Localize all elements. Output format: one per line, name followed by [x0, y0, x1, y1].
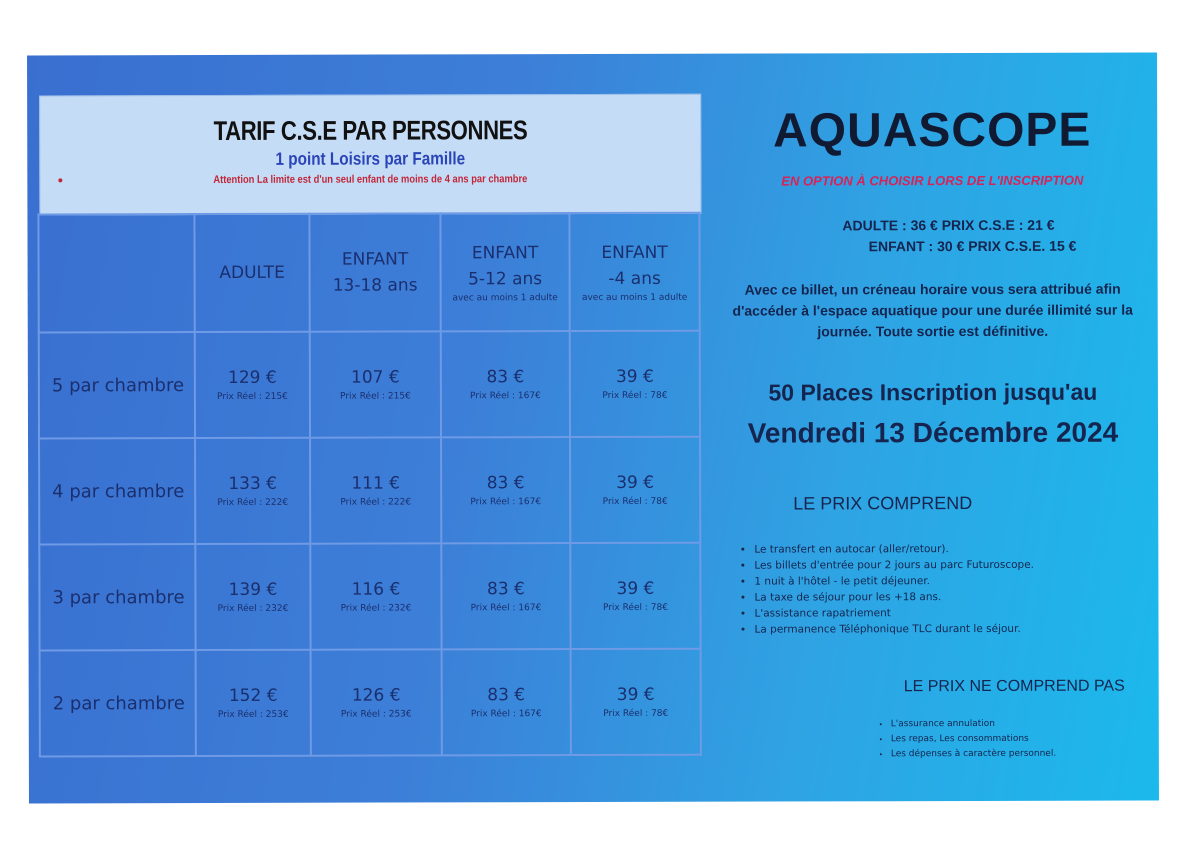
price-cell	[441, 331, 570, 437]
price: 107 €	[350, 367, 400, 388]
real-price: Prix Réel : 78€	[603, 708, 669, 719]
aquascope-panel	[717, 53, 1149, 802]
aquascope-description: Avec ce billet, un créneau horaire vous sera attribué afin d'accéder à l'espace aquatique pour une durée illimité sur la journée. Toute sortie est définitive.	[732, 280, 1133, 340]
price: 83 €	[486, 579, 525, 600]
table-header-row	[38, 213, 699, 333]
real-price: Prix Réel : 167€	[470, 603, 542, 614]
real-price: Prix Réel : 232€	[340, 603, 412, 614]
column-age: 5-12 ans	[468, 269, 543, 290]
price-cell	[442, 649, 571, 755]
price: 39 €	[616, 684, 655, 705]
price-cell	[311, 649, 442, 755]
list-item: • Les billets d'entrée pour 2 jours au parc Futuroscope.	[754, 557, 1034, 574]
aquascope-child-price: ENFANT : 30 € PRIX C.S.E. 15 €	[868, 237, 1077, 255]
column-header-child-5-12	[440, 213, 569, 331]
table-row	[39, 331, 700, 439]
excluded-title: LE PRIX NE COMPREND PAS	[903, 677, 1125, 696]
column-note: avec au moins 1 adulte	[581, 292, 688, 304]
included-list	[740, 541, 1034, 638]
deadline-date: Vendredi 13 Décembre 2024	[747, 416, 1119, 449]
column-header-child-under-4	[569, 213, 699, 331]
real-price: Prix Réel : 215€	[217, 391, 288, 402]
price: 126 €	[351, 685, 401, 706]
real-price: Prix Réel : 78€	[602, 602, 668, 613]
real-price: Prix Réel : 167€	[470, 391, 541, 402]
list-item: • 1 nuit à l'hôtel - le petit déjeuner.	[754, 573, 1034, 590]
price: 39 €	[616, 578, 655, 599]
real-price: Prix Réel : 222€	[217, 497, 289, 508]
price: 116 €	[351, 579, 401, 600]
list-item: • Les dépenses à caractère personnel.	[891, 747, 1056, 762]
price-cell	[570, 331, 700, 437]
price: 83 €	[486, 473, 525, 494]
column-header-adult	[194, 214, 309, 332]
list-item: • La permanence Téléphonique TLC durant le séjour.	[755, 621, 1035, 638]
price: 39 €	[615, 366, 654, 387]
row-label: 4 par chambre	[39, 438, 195, 544]
price: 83 €	[486, 367, 525, 388]
price: 139 €	[228, 579, 278, 600]
price-cell	[195, 438, 310, 544]
price-cell	[570, 437, 700, 543]
price-cell	[310, 331, 441, 437]
real-price: Prix Réel : 78€	[602, 496, 668, 507]
price-cell	[571, 649, 701, 755]
column-age: -4 ans	[608, 268, 661, 289]
price-cell	[310, 437, 441, 543]
row-label: 5 par chambre	[39, 332, 195, 438]
table-row	[40, 649, 701, 757]
price: 39 €	[616, 472, 655, 493]
column-label: ENFANT	[341, 249, 409, 270]
included-title: LE PRIX COMPREND	[793, 493, 973, 514]
price: 83 €	[487, 685, 526, 706]
aquascope-adult-price: ADULTE : 36 € PRIX C.S.E : 21 €	[842, 216, 1055, 234]
real-price: Prix Réel : 222€	[340, 497, 412, 508]
real-price: Prix Réel : 167€	[470, 497, 542, 508]
column-header-child-13-18	[309, 213, 440, 331]
real-price: Prix Réel : 232€	[217, 603, 289, 614]
column-label: ENFANT	[601, 242, 668, 263]
price-cell	[441, 437, 570, 543]
real-price: Prix Réel : 78€	[602, 390, 668, 401]
pricing-warning: Attention La limite est d'un seul enfant de moins de 4 ans par chambre	[213, 173, 528, 186]
list-item: • Les repas, Les consommations	[891, 732, 1056, 747]
pricing-subtitle: 1 point Loisirs par Famille	[275, 148, 466, 169]
real-price: Prix Réel : 167€	[470, 709, 542, 720]
column-label: ADULTE	[219, 262, 285, 283]
price-cell	[570, 543, 700, 649]
places-line: 50 Places Inscription jusqu'au	[768, 378, 1098, 406]
price-cell	[441, 543, 570, 649]
price: 129 €	[227, 367, 277, 388]
aquascope-title: AQUASCOPE	[772, 103, 1092, 158]
pricing-table	[37, 212, 701, 758]
corner-cell	[38, 214, 194, 332]
real-price: Prix Réel : 253€	[217, 709, 289, 720]
list-item: • L'assistance rapatriement	[754, 605, 1034, 622]
bullet-dot	[58, 178, 62, 182]
list-item: • Le transfert en autocar (aller/retour).	[754, 541, 1034, 558]
price: 152 €	[228, 685, 278, 706]
pricing-header	[39, 94, 701, 216]
price-cell	[195, 332, 310, 438]
column-age: 13-18 ans	[332, 275, 418, 296]
real-price: Prix Réel : 253€	[340, 709, 412, 720]
table-row	[39, 437, 700, 545]
list-item: • L'assurance annulation	[891, 717, 1056, 732]
pricing-title: TARIF C.S.E PAR PERSONNES	[213, 115, 528, 146]
flyer-sheet	[27, 53, 1159, 804]
list-item: • La taxe de séjour pour les +18 ans.	[754, 589, 1034, 606]
price: 133 €	[228, 473, 277, 494]
option-note: EN OPTION À CHOISIR LORS DE L'INSCRIPTION	[781, 172, 1084, 189]
row-label: 3 par chambre	[39, 544, 195, 650]
table-row	[39, 543, 700, 651]
column-note: avec au moins 1 adulte	[452, 293, 558, 304]
excluded-list	[879, 717, 1056, 762]
price-cell	[310, 543, 441, 649]
row-label: 2 par chambre	[40, 650, 196, 756]
column-label: ENFANT	[471, 243, 539, 264]
price-cell	[195, 544, 310, 650]
price-cell	[196, 650, 311, 756]
price: 111 €	[351, 473, 400, 494]
real-price: Prix Réel : 215€	[340, 391, 411, 402]
